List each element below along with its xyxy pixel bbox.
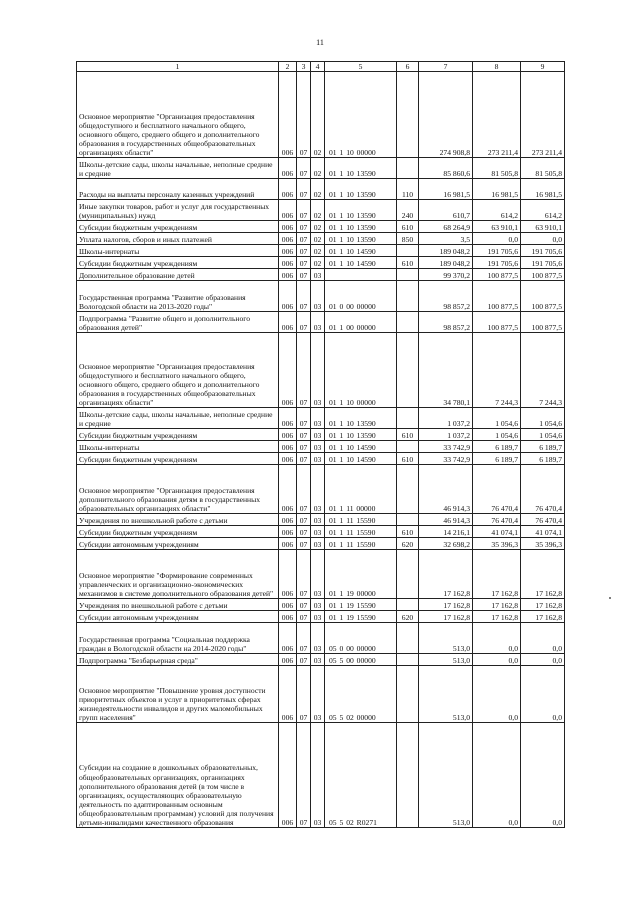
target-article-code: 01 1 10 13590 (325, 221, 397, 233)
amount-year3: 17 162,8 (521, 550, 565, 599)
header-cell: 8 (473, 62, 521, 72)
row-name: Школы-интернаты (77, 245, 279, 257)
amount-year1: 99 370,2 (419, 269, 473, 281)
subsection-code: 03 (311, 666, 325, 723)
row-name: Субсидии бюджетным учреждениям (77, 221, 279, 233)
amount-year2: 614,2 (473, 200, 521, 221)
amount-year1: 33 742,9 (419, 441, 473, 453)
row-name: Субсидии автономным учреждениям (77, 611, 279, 623)
grbs-code: 006 (279, 233, 297, 245)
expense-type-code: 240 (397, 200, 419, 221)
amount-year3: 17 162,8 (521, 611, 565, 623)
target-article-code: 05 5 02 R0271 (325, 723, 397, 828)
subsection-code: 02 (311, 245, 325, 257)
amount-year2: 100 877,5 (473, 312, 521, 333)
grbs-code: 006 (279, 333, 297, 408)
amount-year1: 274 908,8 (419, 72, 473, 158)
amount-year1: 34 780,1 (419, 333, 473, 408)
table-row (77, 429, 565, 441)
scan-speck (609, 597, 611, 599)
table-row (77, 408, 565, 429)
amount-year2: 41 074,1 (473, 526, 521, 538)
target-article-code: 01 1 10 13590 (325, 179, 397, 200)
amount-year1: 85 860,6 (419, 158, 473, 179)
amount-year1: 17 162,8 (419, 599, 473, 611)
amount-year2: 0,0 (473, 623, 521, 654)
table-body (77, 72, 565, 828)
subsection-code: 02 (311, 158, 325, 179)
row-name: Учреждения по внешкольной работе с детьми (77, 599, 279, 611)
grbs-code: 006 (279, 723, 297, 828)
section-code: 07 (297, 221, 311, 233)
target-article-code: 01 1 11 15590 (325, 514, 397, 526)
header-cell: 9 (521, 62, 565, 72)
grbs-code: 006 (279, 158, 297, 179)
amount-year1: 14 216,1 (419, 526, 473, 538)
expense-type-code (397, 654, 419, 666)
section-code: 07 (297, 429, 311, 441)
amount-year3: 1 054,6 (521, 408, 565, 429)
section-code: 07 (297, 72, 311, 158)
amount-year2: 17 162,8 (473, 550, 521, 599)
row-name: Уплата налогов, сборов и иных платежей (77, 233, 279, 245)
expense-type-code: 610 (397, 221, 419, 233)
section-code: 07 (297, 333, 311, 408)
grbs-code: 006 (279, 269, 297, 281)
target-article-code: 01 1 19 15590 (325, 599, 397, 611)
amount-year1: 189 048,2 (419, 257, 473, 269)
amount-year1: 33 742,9 (419, 453, 473, 465)
amount-year3: 0,0 (521, 666, 565, 723)
subsection-code: 02 (311, 179, 325, 200)
target-article-code: 01 1 10 00000 (325, 72, 397, 158)
amount-year3: 41 074,1 (521, 526, 565, 538)
expense-type-code: 620 (397, 538, 419, 550)
row-name: Учреждения по внешкольной работе с детьми (77, 514, 279, 526)
amount-year3: 1 054,6 (521, 429, 565, 441)
amount-year3: 17 162,8 (521, 599, 565, 611)
section-code: 07 (297, 723, 311, 828)
table-row (77, 599, 565, 611)
target-article-code: 01 1 10 13590 (325, 408, 397, 429)
target-article-code: 01 1 10 14590 (325, 245, 397, 257)
subsection-code: 03 (311, 465, 325, 514)
amount-year3: 81 505,8 (521, 158, 565, 179)
section-code: 07 (297, 526, 311, 538)
subsection-code: 03 (311, 441, 325, 453)
grbs-code: 006 (279, 429, 297, 441)
expense-type-code (397, 72, 419, 158)
amount-year2: 63 910,1 (473, 221, 521, 233)
budget-table (76, 61, 565, 828)
amount-year2: 0,0 (473, 233, 521, 245)
amount-year2: 0,0 (473, 654, 521, 666)
target-article-code: 01 1 10 13590 (325, 200, 397, 221)
table-row (77, 245, 565, 257)
subsection-code: 03 (311, 514, 325, 526)
amount-year2: 6 189,7 (473, 453, 521, 465)
table-row (77, 281, 565, 312)
amount-year1: 46 914,3 (419, 465, 473, 514)
amount-year3: 191 705,6 (521, 245, 565, 257)
table-row (77, 333, 565, 408)
amount-year3: 6 189,7 (521, 453, 565, 465)
grbs-code: 006 (279, 408, 297, 429)
amount-year2: 17 162,8 (473, 599, 521, 611)
target-article-code: 01 1 11 15590 (325, 526, 397, 538)
amount-year3: 0,0 (521, 654, 565, 666)
subsection-code: 03 (311, 654, 325, 666)
page-number: 11 (316, 38, 324, 47)
expense-type-code (397, 333, 419, 408)
amount-year2: 17 162,8 (473, 611, 521, 623)
target-article-code: 01 1 19 00000 (325, 550, 397, 599)
table-row (77, 179, 565, 200)
header-cell: 5 (325, 62, 397, 72)
header-cell: 4 (311, 62, 325, 72)
header-cell: 2 (279, 62, 297, 72)
amount-year1: 189 048,2 (419, 245, 473, 257)
section-code: 07 (297, 538, 311, 550)
grbs-code: 006 (279, 526, 297, 538)
row-name: Подпрограмма "Безбарьерная среда" (77, 654, 279, 666)
subsection-code: 03 (311, 723, 325, 828)
section-code: 07 (297, 441, 311, 453)
section-code: 07 (297, 599, 311, 611)
section-code: 07 (297, 281, 311, 312)
amount-year2: 273 211,4 (473, 72, 521, 158)
header-cell: 6 (397, 62, 419, 72)
amount-year1: 17 162,8 (419, 550, 473, 599)
amount-year2: 100 877,5 (473, 281, 521, 312)
target-article-code: 01 1 10 13590 (325, 429, 397, 441)
amount-year1: 17 162,8 (419, 611, 473, 623)
subsection-code: 02 (311, 72, 325, 158)
table-row (77, 514, 565, 526)
subsection-code: 03 (311, 550, 325, 599)
amount-year3: 16 981,5 (521, 179, 565, 200)
row-name: Субсидии бюджетным учреждениям (77, 429, 279, 441)
row-name: Основное мероприятие "Организация предоставления дополнительного образования детям в государственных образовательных организациях области" (77, 465, 279, 514)
row-name: Субсидии автономным учреждениям (77, 538, 279, 550)
table-row (77, 200, 565, 221)
amount-year1: 46 914,3 (419, 514, 473, 526)
target-article-code: 05 5 02 00000 (325, 666, 397, 723)
expense-type-code (397, 281, 419, 312)
amount-year3: 614,2 (521, 200, 565, 221)
subsection-code: 02 (311, 257, 325, 269)
target-article-code: 01 1 00 00000 (325, 312, 397, 333)
table-row (77, 233, 565, 245)
amount-year3: 35 396,3 (521, 538, 565, 550)
row-name: Основное мероприятие "Повышение уровня доступности приоритетных объектов и услуг в приоритетных сферах жизнедеятельности инвалидов и других маломобильных групп населения" (77, 666, 279, 723)
target-article-code: 01 0 00 00000 (325, 281, 397, 312)
row-name: Школы-детские сады, школы начальные, неполные средние и средние (77, 408, 279, 429)
expense-type-code (397, 723, 419, 828)
grbs-code: 006 (279, 441, 297, 453)
row-name: Субсидии бюджетным учреждениям (77, 453, 279, 465)
expense-type-code (397, 623, 419, 654)
expense-type-code: 610 (397, 257, 419, 269)
target-article-code: 05 0 00 00000 (325, 623, 397, 654)
subsection-code: 02 (311, 221, 325, 233)
expense-type-code (397, 465, 419, 514)
table-row (77, 269, 565, 281)
expense-type-code (397, 441, 419, 453)
table-row (77, 526, 565, 538)
table-row (77, 623, 565, 654)
subsection-code: 03 (311, 408, 325, 429)
table-row (77, 158, 565, 179)
section-code: 07 (297, 269, 311, 281)
table-row (77, 312, 565, 333)
table-row (77, 666, 565, 723)
amount-year3: 76 470,4 (521, 514, 565, 526)
section-code: 07 (297, 179, 311, 200)
amount-year1: 68 264,9 (419, 221, 473, 233)
amount-year3: 191 705,6 (521, 257, 565, 269)
expense-type-code (397, 158, 419, 179)
header-cell: 3 (297, 62, 311, 72)
subsection-code: 03 (311, 312, 325, 333)
section-code: 07 (297, 408, 311, 429)
table-row (77, 72, 565, 158)
amount-year3: 7 244,3 (521, 333, 565, 408)
header-cell: 7 (419, 62, 473, 72)
section-code: 07 (297, 200, 311, 221)
grbs-code: 006 (279, 465, 297, 514)
row-name: Субсидии бюджетным учреждениям (77, 526, 279, 538)
grbs-code: 006 (279, 599, 297, 611)
grbs-code: 006 (279, 453, 297, 465)
amount-year3: 63 910,1 (521, 221, 565, 233)
expense-type-code: 610 (397, 453, 419, 465)
amount-year1: 32 698,2 (419, 538, 473, 550)
row-name: Расходы на выплаты персоналу казенных учреждений (77, 179, 279, 200)
subsection-code: 03 (311, 453, 325, 465)
amount-year1: 16 981,5 (419, 179, 473, 200)
expense-type-code: 610 (397, 429, 419, 441)
section-code: 07 (297, 623, 311, 654)
row-name: Государственная программа "Социальная поддержка граждан в Вологодской области на 2014-2020 годы" (77, 623, 279, 654)
amount-year1: 610,7 (419, 200, 473, 221)
amount-year2: 0,0 (473, 666, 521, 723)
target-article-code: 01 1 10 14590 (325, 453, 397, 465)
amount-year1: 513,0 (419, 666, 473, 723)
target-article-code: 01 1 10 00000 (325, 333, 397, 408)
expense-type-code: 610 (397, 526, 419, 538)
subsection-code: 03 (311, 333, 325, 408)
section-code: 07 (297, 158, 311, 179)
table-row (77, 221, 565, 233)
amount-year2: 191 705,6 (473, 257, 521, 269)
amount-year2: 1 054,6 (473, 429, 521, 441)
subsection-code: 03 (311, 599, 325, 611)
expense-type-code (397, 312, 419, 333)
section-code: 07 (297, 654, 311, 666)
amount-year2: 81 505,8 (473, 158, 521, 179)
target-article-code: 01 1 10 13590 (325, 158, 397, 179)
section-code: 07 (297, 611, 311, 623)
grbs-code: 006 (279, 281, 297, 312)
section-code: 07 (297, 245, 311, 257)
subsection-code: 03 (311, 281, 325, 312)
amount-year3: 100 877,5 (521, 312, 565, 333)
expense-type-code (397, 599, 419, 611)
target-article-code: 01 1 10 13590 (325, 233, 397, 245)
row-name: Государственная программа "Развитие образования Вологодской области на 2013-2020 годы" (77, 281, 279, 312)
amount-year2: 7 244,3 (473, 333, 521, 408)
table-row (77, 465, 565, 514)
target-article-code: 01 1 19 15590 (325, 611, 397, 623)
subsection-code: 03 (311, 429, 325, 441)
row-name: Субсидии бюджетным учреждениям (77, 257, 279, 269)
grbs-code: 006 (279, 654, 297, 666)
target-article-code: 01 1 11 15590 (325, 538, 397, 550)
table-row (77, 453, 565, 465)
target-article-code: 01 1 11 00000 (325, 465, 397, 514)
amount-year1: 1 037,2 (419, 408, 473, 429)
row-name: Школы-интернаты (77, 441, 279, 453)
table-row (77, 441, 565, 453)
amount-year1: 513,0 (419, 654, 473, 666)
subsection-code: 03 (311, 526, 325, 538)
amount-year2: 35 396,3 (473, 538, 521, 550)
section-code: 07 (297, 312, 311, 333)
section-code: 07 (297, 514, 311, 526)
amount-year2: 100 877,5 (473, 269, 521, 281)
table-row (77, 550, 565, 599)
subsection-code: 03 (311, 611, 325, 623)
grbs-code: 006 (279, 257, 297, 269)
expense-type-code: 110 (397, 179, 419, 200)
table-row (77, 654, 565, 666)
expense-type-code: 850 (397, 233, 419, 245)
section-code: 07 (297, 465, 311, 514)
expense-type-code: 620 (397, 611, 419, 623)
grbs-code: 006 (279, 666, 297, 723)
amount-year3: 6 189,7 (521, 441, 565, 453)
header-row (77, 62, 565, 72)
subsection-code: 03 (311, 538, 325, 550)
amount-year1: 1 037,2 (419, 429, 473, 441)
expense-type-code (397, 550, 419, 599)
row-name: Дополнительное образование детей (77, 269, 279, 281)
row-name: Основное мероприятие "Организация предоставления общедоступного и бесплатного начального общего, основного общего, среднего общего и дополнительного образования в государственных общеобразовательных организациях области" (77, 72, 279, 158)
section-code: 07 (297, 257, 311, 269)
table-row (77, 538, 565, 550)
amount-year3: 100 877,5 (521, 281, 565, 312)
grbs-code: 006 (279, 179, 297, 200)
grbs-code: 006 (279, 514, 297, 526)
grbs-code: 006 (279, 312, 297, 333)
amount-year2: 1 054,6 (473, 408, 521, 429)
section-code: 07 (297, 233, 311, 245)
amount-year2: 76 470,4 (473, 465, 521, 514)
expense-type-code (397, 269, 419, 281)
subsection-code: 03 (311, 623, 325, 654)
grbs-code: 006 (279, 221, 297, 233)
expense-type-code (397, 408, 419, 429)
row-name: Иные закупки товаров, работ и услуг для государственных (муниципальных) нужд (77, 200, 279, 221)
section-code: 07 (297, 666, 311, 723)
subsection-code: 02 (311, 200, 325, 221)
amount-year1: 3,5 (419, 233, 473, 245)
row-name: Основное мероприятие "Формирование современных управленческих и организационно-экономических механизмов в системе дополнительного образования детей" (77, 550, 279, 599)
table-row (77, 611, 565, 623)
amount-year2: 0,0 (473, 723, 521, 828)
row-name: Подпрограмма "Развитие общего и дополнительного образования детей" (77, 312, 279, 333)
grbs-code: 006 (279, 550, 297, 599)
amount-year2: 16 981,5 (473, 179, 521, 200)
amount-year2: 76 470,4 (473, 514, 521, 526)
table-row (77, 257, 565, 269)
table-row (77, 723, 565, 828)
target-article-code: 01 1 10 14590 (325, 441, 397, 453)
grbs-code: 006 (279, 623, 297, 654)
grbs-code: 006 (279, 200, 297, 221)
amount-year3: 273 211,4 (521, 72, 565, 158)
target-article-code (325, 269, 397, 281)
row-name: Школы-детские сады, школы начальные, неполные средние и средние (77, 158, 279, 179)
target-article-code: 01 1 10 14590 (325, 257, 397, 269)
expense-type-code (397, 514, 419, 526)
amount-year1: 98 857,2 (419, 281, 473, 312)
subsection-code: 02 (311, 233, 325, 245)
grbs-code: 006 (279, 245, 297, 257)
amount-year2: 6 189,7 (473, 441, 521, 453)
subsection-code: 03 (311, 269, 325, 281)
amount-year3: 0,0 (521, 233, 565, 245)
row-name: Субсидии на создание в дошкольных образовательных, общеобразовательных организациях, организациях дополнительного образования детей (в том числе в организациях, осуществляющих образовательную деятельность по адаптированным основным общеобразовательным программам) условий для получения детьми-инвалидами качественного образования (77, 723, 279, 828)
grbs-code: 006 (279, 72, 297, 158)
row-name: Основное мероприятие "Организация предоставления общедоступного и бесплатного начального общего, основного общего, среднего общего и дополнительного образования в государственных общеобразовательных организациях области" (77, 333, 279, 408)
amount-year1: 513,0 (419, 623, 473, 654)
amount-year1: 513,0 (419, 723, 473, 828)
amount-year2: 191 705,6 (473, 245, 521, 257)
amount-year3: 76 470,4 (521, 465, 565, 514)
expense-type-code (397, 245, 419, 257)
amount-year3: 0,0 (521, 723, 565, 828)
section-code: 07 (297, 453, 311, 465)
grbs-code: 006 (279, 611, 297, 623)
grbs-code: 006 (279, 538, 297, 550)
expense-type-code (397, 666, 419, 723)
amount-year1: 98 857,2 (419, 312, 473, 333)
header-cell: 1 (77, 62, 279, 72)
amount-year3: 100 877,5 (521, 269, 565, 281)
section-code: 07 (297, 550, 311, 599)
target-article-code: 05 5 00 00000 (325, 654, 397, 666)
amount-year3: 0,0 (521, 623, 565, 654)
